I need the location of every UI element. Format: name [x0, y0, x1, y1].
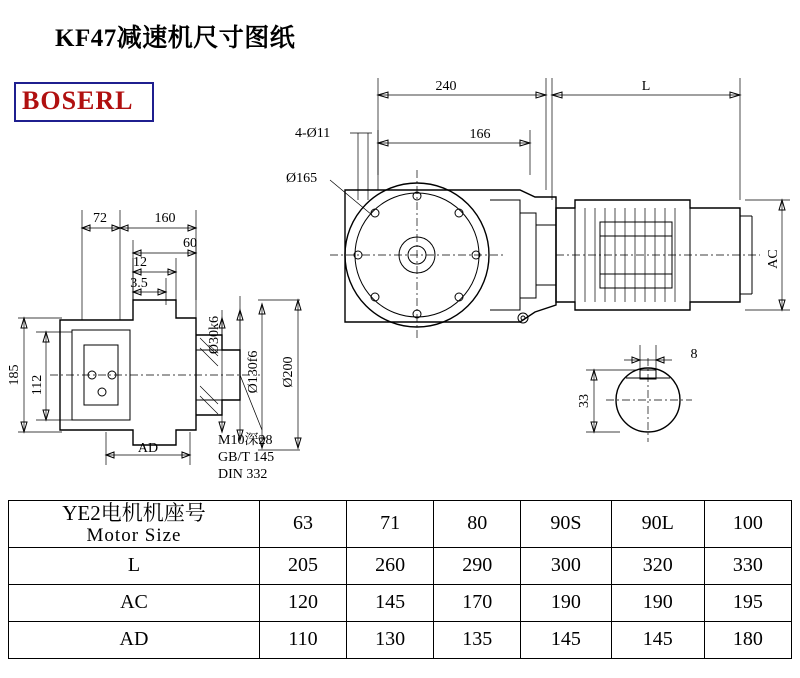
dim-d30k6-label: Ø30k6 — [207, 315, 222, 355]
table-cell: 205 — [260, 547, 347, 584]
thread-note-line1: M10深28 — [218, 433, 273, 448]
table-cell: 330 — [704, 547, 791, 584]
table-cell: 145 — [611, 621, 704, 658]
motor-body — [556, 200, 760, 310]
dim-166-group — [378, 130, 530, 175]
dim-AD-label: AD — [137, 441, 159, 456]
table-cell: 80 — [434, 501, 521, 548]
shaft-section-view — [606, 358, 692, 442]
dim-240-group — [378, 78, 546, 190]
table-cell: 300 — [521, 547, 611, 584]
dim-112-label: 112 — [30, 374, 45, 396]
dim-185-label: 185 — [7, 364, 22, 386]
dim-166-label: 166 — [469, 127, 491, 142]
table-cell: 290 — [434, 547, 521, 584]
table-cell: 260 — [347, 547, 434, 584]
table-row-AD — [9, 621, 792, 658]
row-label-AD: AD — [9, 621, 260, 658]
row-label-motor-size — [9, 501, 260, 548]
table-cell: 90L — [611, 501, 704, 548]
row-label-cn: YE2电机机座号 — [62, 501, 206, 525]
table-cell: 190 — [611, 584, 704, 621]
dim-72-label: 72 — [93, 211, 107, 226]
specs-table — [8, 500, 792, 659]
table-cell: 63 — [260, 501, 347, 548]
dim-160-label: 160 — [154, 211, 176, 226]
table-cell: 180 — [704, 621, 791, 658]
dim-33-label: 33 — [577, 394, 592, 408]
table-cell: 190 — [521, 584, 611, 621]
dim-8-label: 8 — [690, 347, 698, 362]
row-label-en: Motor Size — [86, 525, 182, 547]
gear-housing — [330, 170, 556, 340]
table-cell: 120 — [260, 584, 347, 621]
thread-note-line3: DIN 332 — [218, 467, 268, 482]
row-label-L: L — [9, 547, 260, 584]
dim-d165-label: Ø165 — [286, 171, 318, 186]
table-cell: 145 — [521, 621, 611, 658]
table-row-header — [9, 501, 792, 548]
row-label-AC: AC — [9, 584, 260, 621]
dim-L-group — [552, 78, 740, 200]
table-row-AC — [9, 584, 792, 621]
dim-33-group — [586, 370, 638, 432]
table-cell: 195 — [704, 584, 791, 621]
dim-12-label: 12 — [133, 255, 147, 270]
table-row-L — [9, 547, 792, 584]
dim-3-5-label: 3.5 — [130, 276, 148, 291]
table-cell: 90S — [521, 501, 611, 548]
table-cell: 320 — [611, 547, 704, 584]
table-cell: 145 — [347, 584, 434, 621]
left-view-body — [50, 300, 260, 445]
table-cell: 110 — [260, 621, 347, 658]
thread-note-line2: GB/T 145 — [218, 450, 275, 465]
dim-d200-label: Ø200 — [281, 356, 296, 388]
dim-AC-label: AC — [766, 249, 781, 269]
table-cell: 130 — [347, 621, 434, 658]
dim-60-label: 60 — [183, 236, 197, 251]
dim-L-label: L — [641, 79, 651, 94]
page-title: KF47减速机尺寸图纸 — [55, 25, 296, 52]
dim-4xD11-label: 4-Ø11 — [295, 126, 331, 141]
logo-text: BOSERL — [22, 86, 134, 115]
table-cell: 135 — [434, 621, 521, 658]
dim-d130f6-label: Ø130f6 — [246, 350, 261, 394]
table-cell: 100 — [704, 501, 791, 548]
table-cell: 170 — [434, 584, 521, 621]
table-cell: 71 — [347, 501, 434, 548]
dim-240-label: 240 — [435, 79, 457, 94]
